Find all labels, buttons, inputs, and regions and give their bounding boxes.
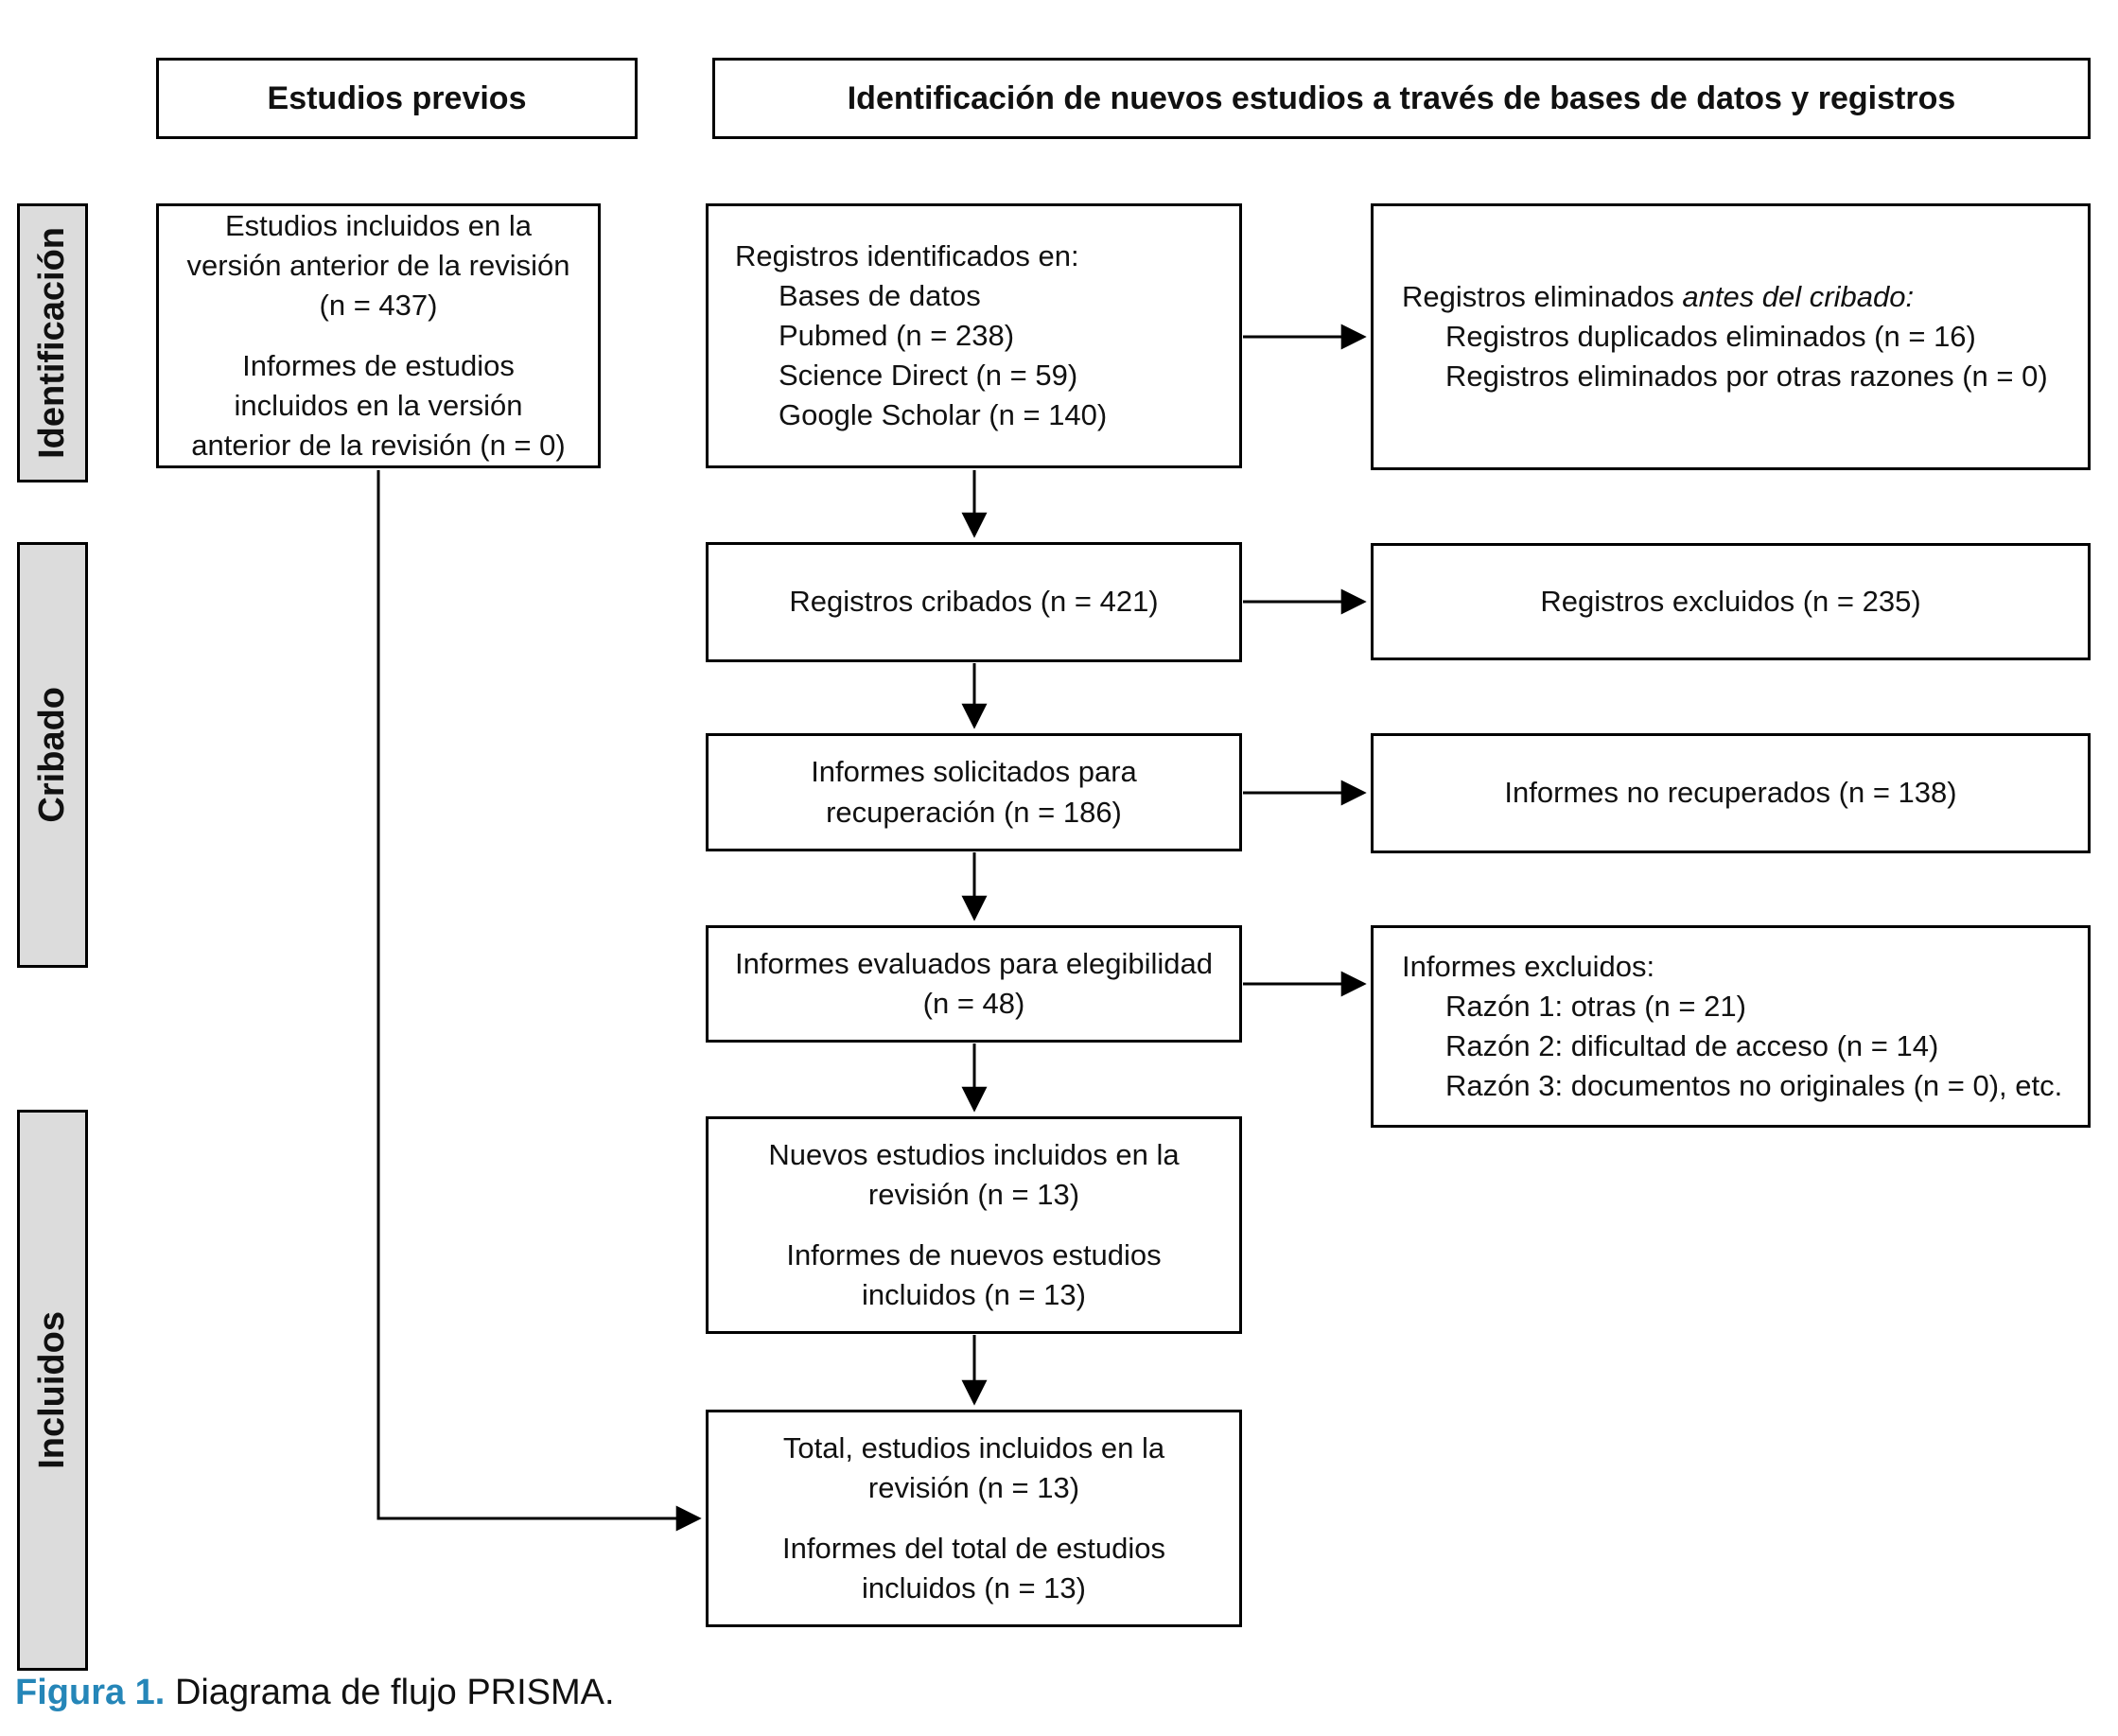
header-new-studies-label: Identificación de nuevos estudios a través de bases de datos y registros: [847, 79, 1956, 116]
records-identified-item: Pubmed (n = 238): [779, 318, 1015, 352]
reports-sought-text: Informes solicitados para recuperación (n = 186): [811, 755, 1137, 829]
box-previous-studies: [156, 203, 601, 468]
stage-identification-label: Identificación: [32, 227, 72, 459]
total-included-reports: Informes del total de estudios incluidos (n = 13): [782, 1532, 1165, 1605]
box-reports-not-retrieved: [1371, 733, 2091, 853]
records-identified-item: Google Scholar (n = 140): [779, 398, 1108, 432]
figure-caption-text: Diagrama de flujo PRISMA.: [174, 1673, 615, 1712]
reports-excluded-reason: Razón 2: dificultad de acceso (n = 14): [1445, 1029, 1939, 1062]
reports-excluded-reason: Razón 3: documentos no originales (n = 0), etc.: [1445, 1069, 2063, 1103]
total-included-studies: Total, estudios incluidos en la revisión (n = 13): [782, 1430, 1165, 1504]
box-records-removed: [1371, 203, 2091, 470]
stage-identification: [17, 203, 88, 482]
records-removed-item: Registros eliminados por otras razones (n = 0): [1445, 359, 2048, 394]
box-reports-assessed: [706, 925, 1242, 1043]
stage-screening: [17, 542, 88, 968]
reports-excluded-title: Informes excluidos:: [1402, 949, 1655, 983]
records-screened-text: Registros cribados (n = 421): [789, 585, 1159, 619]
box-records-identified: [706, 203, 1242, 468]
records-removed-title: [1402, 277, 1914, 317]
figure-caption-label: Figura 1.: [15, 1673, 166, 1712]
new-included-studies: Nuevos estudios incluidos en la revisión (n = 13): [768, 1137, 1180, 1211]
records-identified-item: Science Direct (n = 59): [779, 359, 1078, 393]
stage-included-label: Incluidos: [32, 1311, 72, 1469]
records-identified-title: Registros identificados en:: [735, 238, 1079, 272]
reports-assessed-text: Informes evaluados para elegibilidad (n = 48): [735, 946, 1213, 1020]
box-records-screened: [706, 542, 1242, 662]
stage-screening-label: Cribado: [32, 687, 72, 823]
box-total-included: [706, 1410, 1242, 1627]
arrow-previous-studies-to-total: [378, 470, 699, 1518]
header-new-studies: [712, 58, 2091, 139]
records-removed-item: Registros duplicados eliminados (n = 16): [1445, 319, 1976, 353]
new-included-reports: Informes de nuevos estudios incluidos (n = 13): [786, 1238, 1162, 1312]
records-removed-title-italic: antes del cribado:: [1682, 279, 1915, 313]
records-removed-title-prefix: Registros eliminados: [1402, 279, 1683, 313]
stage-included: [17, 1110, 88, 1671]
figure-caption: [15, 1673, 615, 1713]
header-previous-studies-label: Estudios previos: [267, 79, 527, 116]
reports-not-retrieved-text: Informes no recuperados (n = 138): [1504, 776, 1957, 810]
previous-studies-reports: Informes de estudios incluidos en la versión anterior de la revisión (n = 0): [191, 349, 566, 463]
box-reports-excluded: [1371, 925, 2091, 1128]
box-records-excluded: [1371, 543, 2091, 660]
header-previous-studies: [156, 58, 638, 139]
records-excluded-text: Registros excluidos (n = 235): [1540, 584, 1921, 618]
previous-studies-included: Estudios incluidos en la versión anterior de la revisión (n = 437): [186, 208, 570, 322]
box-new-included: [706, 1116, 1242, 1334]
reports-excluded-reason: Razón 1: otras (n = 21): [1445, 989, 1746, 1023]
box-reports-sought: [706, 733, 1242, 851]
records-identified-item: Bases de datos: [779, 278, 981, 312]
